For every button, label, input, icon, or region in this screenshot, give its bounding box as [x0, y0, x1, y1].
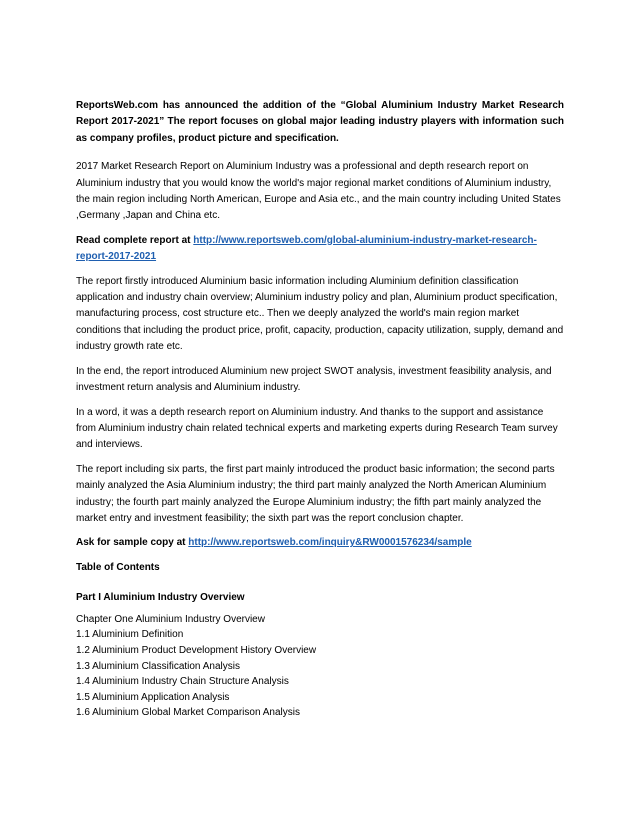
toc-list — [76, 612, 564, 721]
toc-item: 1.4 Aluminium Industry Chain Structure Analysis — [76, 676, 289, 688]
sample-link[interactable]: http://www.reportsweb.com/inquiry&RW0001576234/sample — [188, 537, 472, 549]
sample-line — [76, 535, 564, 551]
toc-item: 1.3 Aluminium Classification Analysis — [76, 660, 240, 672]
toc-item: 1.1 Aluminium Definition — [76, 629, 184, 641]
toc-title: Table of Contents — [76, 561, 160, 573]
body-paragraph-5: The report including six parts, the first part mainly introduced the product basic information; the second parts mainly analyzed the Asia Aluminium industry; the third part mainly analyzed the North American Aluminium industry; the fourth part mainly analyzed the Europe Aluminium industry; the fifth part mainly analyzed the market entry and investment feasibility; the sixth part was the report conclusion chapter. — [76, 463, 555, 524]
toc-item: 1.5 Aluminium Application Analysis — [76, 691, 230, 703]
toc-item: 1.2 Aluminium Product Development History Overview — [76, 644, 317, 656]
document-page — [76, 98, 564, 721]
body-paragraph-1: 2017 Market Research Report on Aluminium Industry was a professional and depth research report on Aluminium industry that you would know the world's major regional market conditions of Aluminium industry, the main region including North American, Europe and Asia etc., and the main country including United States ,Germany ,Japan and China etc. — [76, 161, 561, 222]
read-report-line — [76, 233, 564, 266]
toc-item: Chapter One Aluminium Industry Overview — [76, 613, 265, 625]
read-report-link[interactable]: http://www.reportsweb.com/global-aluminium-industry-market-research-report-2017-2021 — [76, 234, 537, 263]
part-1-title: Part I Aluminium Industry Overview — [76, 591, 245, 603]
read-report-label: Read complete report at — [76, 234, 191, 246]
body-paragraph-3: In the end, the report introduced Aluminium new project SWOT analysis, investment feasibility analysis, and investment return analysis and Aluminium industry. — [76, 365, 552, 394]
body-paragraph-4: In a word, it was a depth research report on Aluminium industry. And thanks to the support and assistance from Aluminium industry chain related technical experts and marketing experts during Research Team survey and interviews. — [76, 406, 558, 451]
intro-paragraph: ReportsWeb.com has announced the addition of the “Global Aluminium Industry Market Research Report 2017-2021” The report focuses on global major leading industry players with information such as company profiles, product picture and specification. — [76, 100, 564, 144]
sample-label: Ask for sample copy at — [76, 537, 186, 549]
toc-item: 1.6 Aluminium Global Market Comparison Analysis — [76, 707, 300, 719]
body-paragraph-2: The report firstly introduced Aluminium basic information including Aluminium definition classification application and industry chain overview; Aluminium industry policy and plan, Aluminium product specification, manufacturing process, cost structure etc.. Then we deeply analyzed the world's main region market conditions that including the product price, profit, capacity, production, capacity utilization, supply, demand and industry growth rate etc. — [76, 275, 564, 353]
